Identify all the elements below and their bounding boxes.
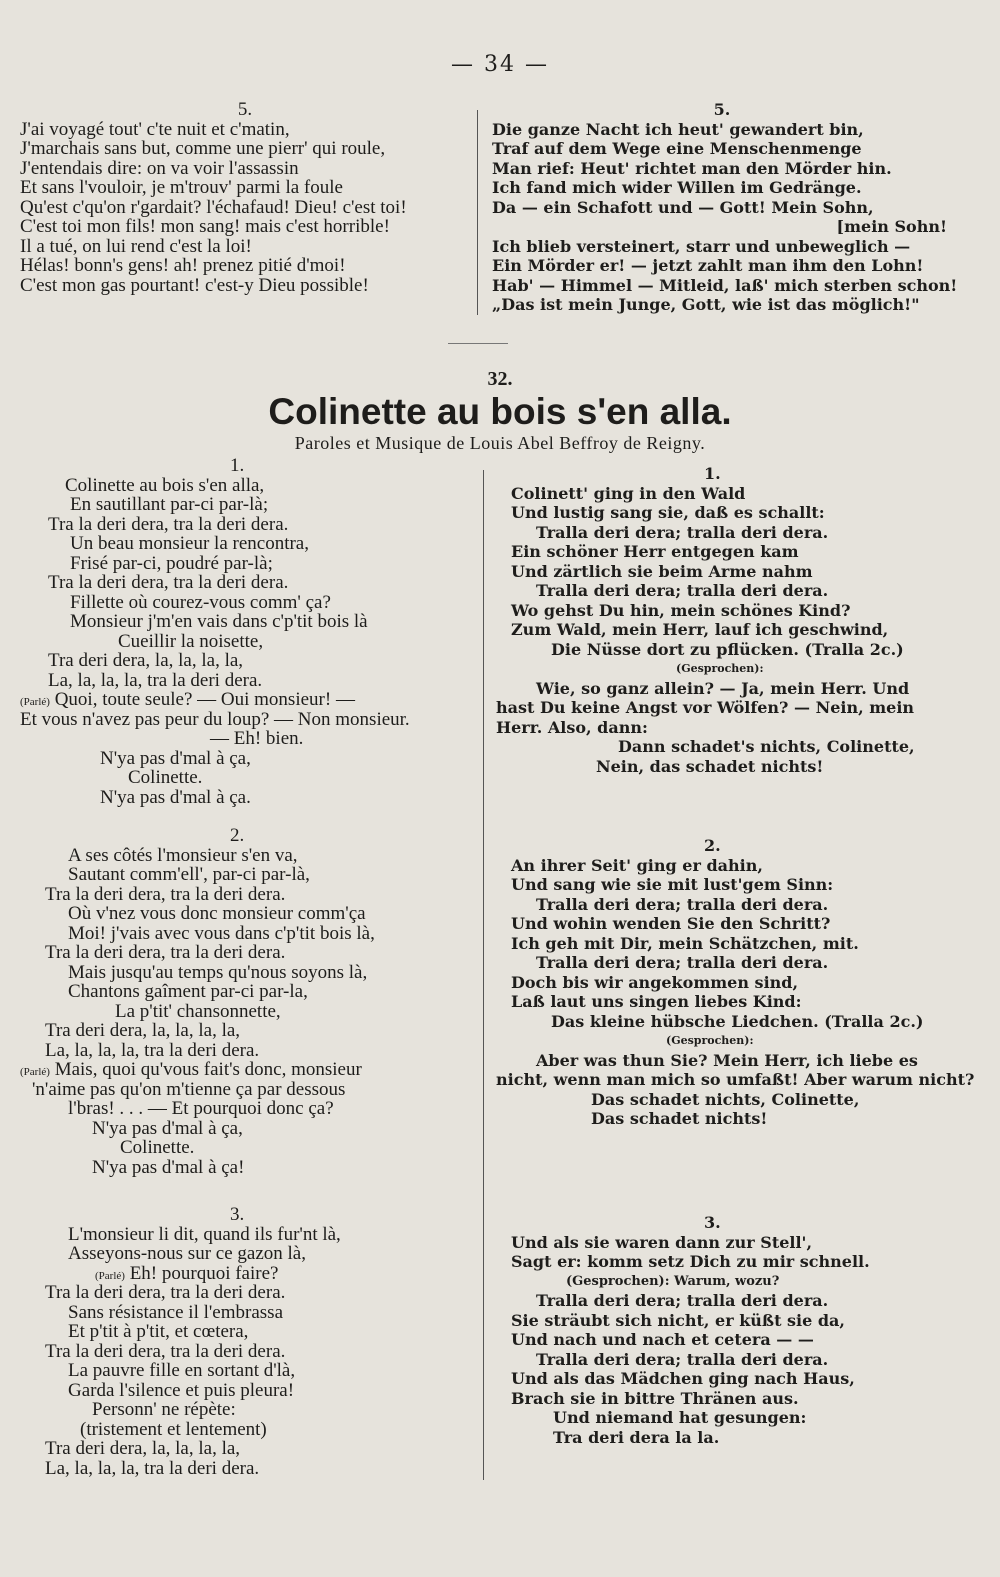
section-separator <box>448 343 508 344</box>
verse-line: Où v'nez vous donc monsieur comm'ça <box>68 903 366 924</box>
verse-line: Tra deri dera, la, la, la, la, <box>45 1020 241 1041</box>
column-divider <box>483 470 484 1480</box>
verse-line: C'est toi mon fils! mon sang! mais c'est horrible! <box>20 216 390 237</box>
verse-line: Ich fand mich wider Willen im Gedränge. <box>492 178 862 197</box>
verse-number: 3. <box>230 1204 245 1225</box>
verse-line: Und niemand hat gesungen: <box>553 1408 807 1427</box>
verse-number: 2. <box>230 825 245 846</box>
verse-line: Ein schöner Herr entgegen kam <box>511 542 799 561</box>
verse-line: J'marchais sans but, comme une pierr' qui roule, <box>20 138 386 159</box>
verse-line: Und lustig sang sie, daß es schallt: <box>511 503 825 522</box>
verse-line: Das schadet nichts! <box>591 1109 768 1128</box>
top-german-stanza <box>492 100 958 315</box>
verse-line: La, la, la, la, tra la deri dera. <box>48 669 263 691</box>
verse-line: Und sang wie sie mit lust'gem Sinn: <box>511 875 834 894</box>
stanza-number: 5. <box>713 100 731 119</box>
parle-marker: (Parlé) <box>20 1066 50 1078</box>
verse-line: C'est mon gas pourtant! c'est-y Dieu possible! <box>20 274 369 296</box>
verse-line: Quoi, toute seule? — Oui monsieur! — <box>54 689 355 710</box>
verse-line: Sie sträubt sich nicht, er küßt sie da, <box>511 1310 845 1330</box>
verse-line: Cueillir la noisette, <box>118 630 264 652</box>
german-verse-2 <box>496 836 975 1129</box>
verse-number: 2. <box>704 836 721 855</box>
verse-line: hast Du keine Angst vor Wölfen? — Nein, mein <box>496 698 915 717</box>
verse-line: Das kleine hübsche Liedchen. (Tralla 2c.) <box>551 1011 924 1031</box>
verse-line: Die ganze Nacht ich heut' gewandert bin, <box>492 119 864 139</box>
verse-line: N'ya pas d'mal à ça. <box>100 786 251 808</box>
verse-line: Tra deri dera, la, la, la, la, <box>45 1438 241 1459</box>
verse-line: Asseyons-nous sur ce gazon là, <box>68 1243 306 1264</box>
verse-line: La p'tit' chansonnette, <box>115 1000 281 1022</box>
verse-line: La pauvre fille en sortant d'là, <box>68 1360 296 1381</box>
verse-line: Ein Mörder er! — jetzt zahlt man ihm den Lohn! <box>492 256 924 275</box>
verse-line: Tra deri dera, la, la, la, la, <box>48 650 244 671</box>
verse-line: L'monsieur li dit, quand ils fur'nt là, <box>68 1223 341 1245</box>
verse-line: Qu'est c'qu'on r'gardait? l'échafaud! Dieu! c'est toi! <box>20 196 407 218</box>
song-byline: Paroles et Musique de Louis Abel Beffroy de Reigny. <box>294 433 706 453</box>
verse-line: Chantons gaîment par-ci par-la, <box>68 981 308 1002</box>
verse-line: „Das ist mein Junge, Gott, wie ist das möglich!" <box>492 295 920 314</box>
verse-line: Tra la deri dera, tra la deri dera. <box>48 572 289 593</box>
verse-number: 1. <box>704 464 721 483</box>
verse-line: Tra la deri dera, tra la deri dera. <box>48 513 289 535</box>
verse-line: Il a tué, on lui rend c'est la loi! <box>20 235 252 257</box>
verse-number: 3. <box>704 1213 721 1232</box>
verse-line: Tralla deri dera; tralla deri dera. <box>536 522 829 542</box>
column-divider <box>477 110 478 315</box>
verse-line: 'n'aime pas qu'on m'tienne ça par dessous <box>32 1078 346 1100</box>
french-verse-3 <box>20 1205 480 1478</box>
spoken-marker: (Gesprochen): <box>666 1034 754 1047</box>
verse-line: Moi! j'vais avec vous dans c'p'tit bois là, <box>68 922 375 944</box>
verse-line: Und als sie waren dann zur Stell', <box>511 1232 813 1252</box>
verse-line: Die Nüsse dort zu pflücken. (Tralla 2c.) <box>551 639 904 659</box>
verse-line: Wie, so ganz allein? — Ja, mein Herr. Und <box>536 678 910 698</box>
verse-line: Hélas! bonn's gens! ah! prenez pitié d'moi! <box>20 255 346 276</box>
verse-line: Garda l'silence et puis pleura! <box>68 1379 295 1401</box>
verse-line: Eh! pourquoi faire? <box>129 1262 279 1284</box>
verse-line: Fillette où courez-vous comm' ça? <box>70 591 331 613</box>
verse-line: Tra la deri dera, tra la deri dera. <box>45 1282 286 1303</box>
verse-line: Colinette au bois s'en alla, <box>65 474 265 496</box>
french-verse-2 <box>20 826 480 1177</box>
verse-line: J'entendais dire: on va voir l'assassin <box>20 157 299 179</box>
verse-line: Tra la deri dera, tra la deri dera. <box>45 1340 286 1362</box>
verse-line: N'ya pas d'mal à ça, <box>92 1117 243 1139</box>
verse-line: Ich blieb versteinert, starr und unbeweglich — <box>492 236 911 256</box>
verse-line: Sagt er: komm setz Dich zu mir schnell. <box>511 1252 870 1271</box>
stanza-number: 5. <box>237 99 253 120</box>
verse-line: Und wohin wenden Sie den Schritt? <box>511 914 831 933</box>
verse-line: Tralla deri dera; tralla deri dera. <box>536 894 829 914</box>
verse-line: Und als das Mädchen ging nach Haus, <box>511 1369 855 1388</box>
page-number: — 34 — <box>451 52 549 77</box>
spoken-marker: (Gesprochen): <box>676 662 764 675</box>
verse-line: Et vous n'avez pas peur du loup? — Non monsieur. <box>20 708 410 730</box>
verse-line: Doch bis wir angekommen sind, <box>511 972 799 992</box>
verse-line: nicht, wenn man mich so umfaßt! Aber warum nicht? <box>496 1070 975 1089</box>
german-verse-3 <box>496 1213 956 1447</box>
verse-line: — Eh! bien. <box>210 728 304 749</box>
verse-line: Tra la deri dera, tra la deri dera. <box>45 942 286 963</box>
song-number: 32. <box>487 368 513 390</box>
verse-line: Hab' — Himmel — Mitleid, laß' mich sterben schon! <box>492 275 958 295</box>
verse-line: Und zärtlich sie beim Arme nahm <box>511 561 813 581</box>
parle-marker: (Parlé) <box>20 696 50 708</box>
verse-line: Colinette. <box>128 767 203 788</box>
verse-line: Et p'tit à p'tit, et cœtera, <box>68 1321 249 1342</box>
parle-marker: (Parlé) <box>95 1269 125 1282</box>
verse-line: Un beau monsieur la rencontra, <box>70 533 309 554</box>
verse-line: Nein, das schadet nichts! <box>596 756 824 776</box>
song-title: Colinette au bois s'en alla. <box>268 391 732 432</box>
verse-line: N'ya pas d'mal à ça! <box>92 1156 245 1178</box>
top-french-stanza <box>20 100 470 295</box>
verse-line: Tra deri dera la la. <box>553 1427 720 1447</box>
verse-line: En sautillant par-ci par-là; <box>70 494 269 515</box>
verse-line: Aber was thun Sie? Mein Herr, ich liebe es <box>536 1050 918 1070</box>
verse-line: Tralla deri dera; tralla deri dera. <box>536 953 829 972</box>
verse-line: Frisé par-ci, poudré par-là; <box>70 552 273 574</box>
verse-line: La, la, la, la, tra la deri dera. <box>45 1039 260 1061</box>
verse-line: Personn' ne répète: <box>92 1399 236 1420</box>
verse-line: Monsieur j'm'en vais dans c'p'tit bois là <box>70 611 368 632</box>
verse-line: Tralla deri dera; tralla deri dera. <box>536 1349 829 1369</box>
verse-line: (Gesprochen): Warum, wozu? <box>566 1273 780 1289</box>
verse-line: Und nach und nach et cetera — — <box>511 1330 814 1349</box>
verse-line: Tra la deri dera, tra la deri dera. <box>45 883 286 905</box>
verse-line: An ihrer Seit' ging er dahin, <box>511 855 763 875</box>
verse-line: Brach sie in bittre Thränen aus. <box>511 1388 799 1408</box>
verse-line: Ich geh mit Dir, mein Schätzchen, mit. <box>511 933 859 953</box>
verse-line: Colinett' ging in den Wald <box>511 483 746 503</box>
verse-line: N'ya pas d'mal à ça, <box>100 747 251 769</box>
verse-line: Traf auf dem Wege eine Menschenmenge <box>492 139 862 158</box>
verse-line: Zum Wald, mein Herr, lauf ich geschwind, <box>511 620 889 639</box>
verse-line: Das schadet nichts, Colinette, <box>591 1089 860 1109</box>
verse-line: Sans résistance il l'embrassa <box>68 1301 284 1323</box>
verse-line: Mais, quoi qu'vous fait's donc, monsieur <box>54 1059 362 1080</box>
verse-line: Herr. Also, dann: <box>496 717 648 737</box>
verse-line: J'ai voyagé tout' c'te nuit et c'matin, <box>20 118 290 140</box>
german-verse-1 <box>496 464 956 776</box>
verse-line: Tralla deri dera; tralla deri dera. <box>536 1291 829 1310</box>
verse-line: l'bras! . . . — Et pourquoi donc ça? <box>68 1098 334 1119</box>
verse-line: Wo gehst Du hin, mein schönes Kind? <box>511 600 851 620</box>
verse-line: A ses côtés l'monsieur s'en va, <box>68 844 298 866</box>
french-verse-1 <box>20 456 480 807</box>
verse-line: Mais jusqu'au temps qu'nous soyons là, <box>68 961 368 983</box>
verse-number: 1. <box>230 455 245 476</box>
verse-line: Dann schadet's nichts, Colinette, <box>618 737 915 756</box>
verse-line: Et sans l'vouloir, je m'trouv' parmi la foule <box>20 177 343 198</box>
verse-line: (tristement et lentement) <box>80 1418 267 1440</box>
verse-line: Tralla deri dera; tralla deri dera. <box>536 581 829 600</box>
verse-line: La, la, la, la, tra la deri dera. <box>45 1457 260 1479</box>
verse-line: Man rief: Heut' richtet man den Mörder hin. <box>492 158 892 178</box>
verse-line: Sautant comm'ell', par-ci par-là, <box>68 864 310 885</box>
verse-line: Colinette. <box>120 1137 195 1158</box>
verse-line: [mein Sohn! <box>836 217 947 236</box>
verse-line: Da — ein Schafott und — Gott! Mein Sohn, <box>492 197 874 217</box>
verse-line: Laß laut uns singen liebes Kind: <box>511 992 802 1011</box>
